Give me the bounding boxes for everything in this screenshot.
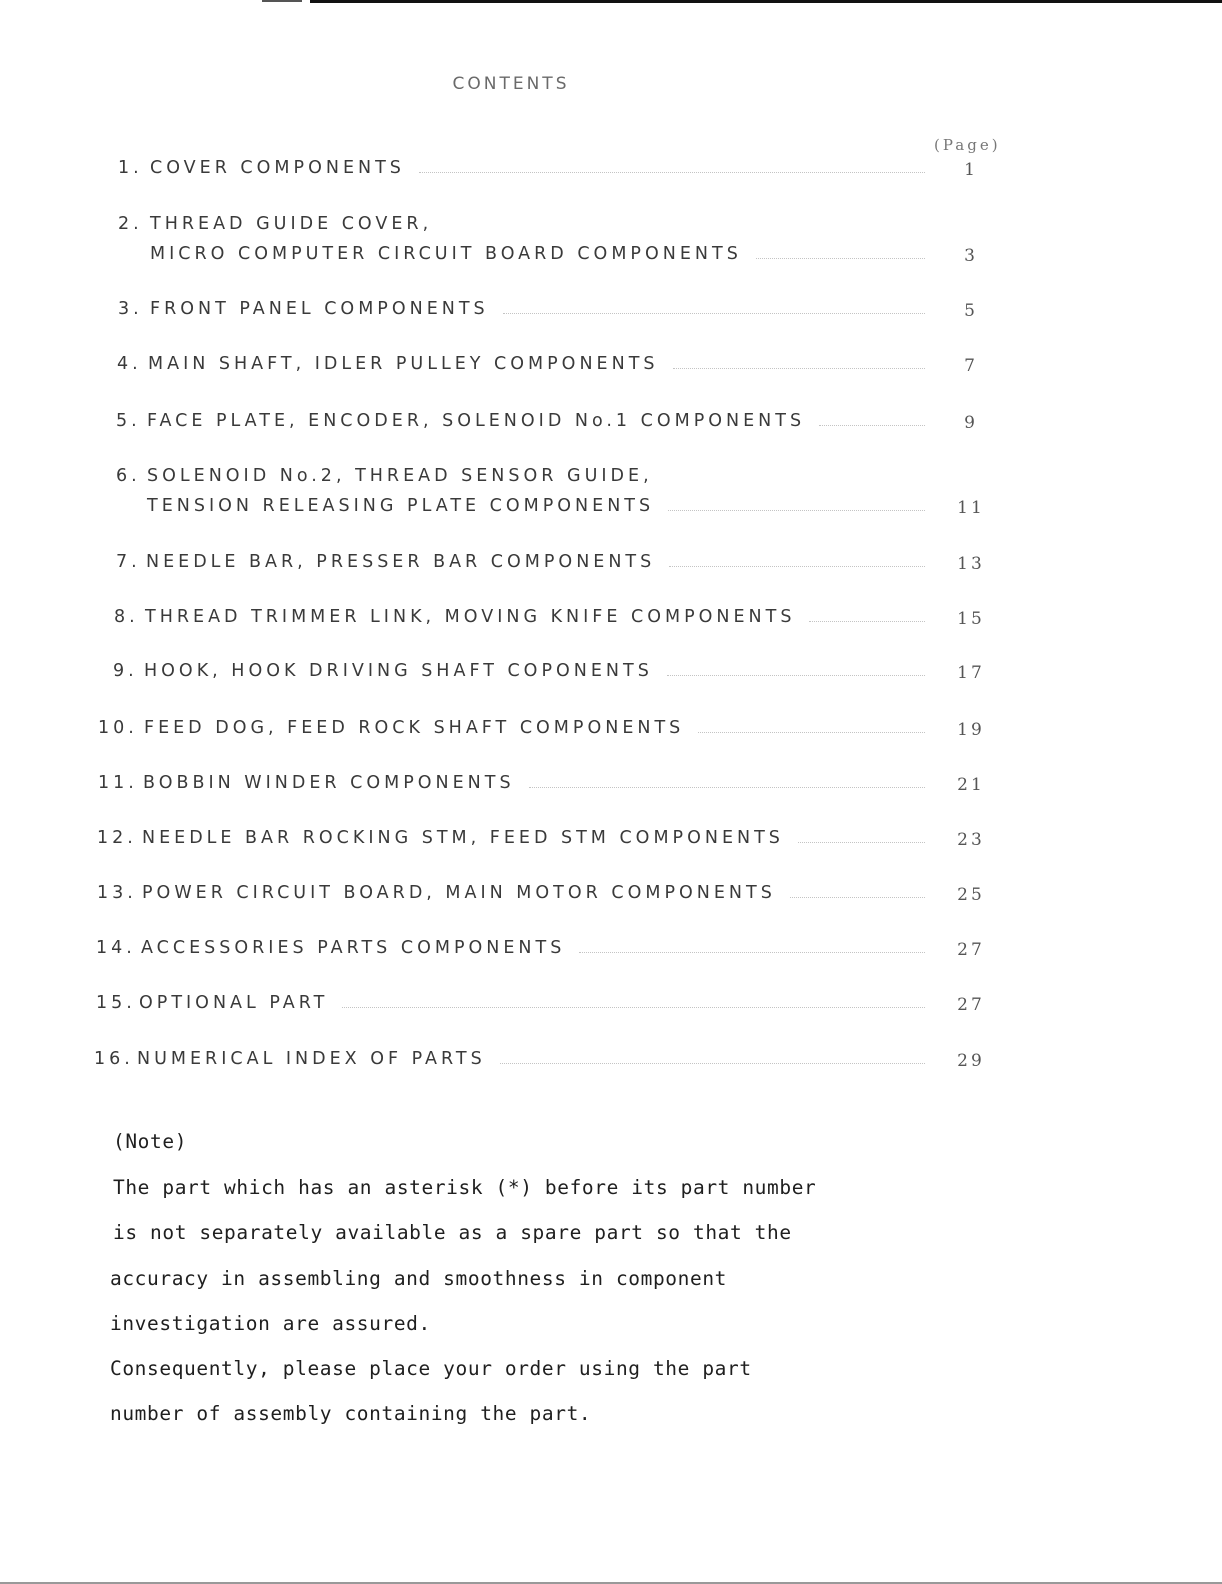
toc-line bbox=[0, 492, 1222, 521]
toc-page-number: 13 bbox=[957, 554, 985, 574]
toc-leader-dots bbox=[698, 732, 925, 733]
toc-line bbox=[0, 210, 1222, 239]
toc-number: 14. bbox=[96, 938, 136, 958]
toc-number: 7. bbox=[116, 552, 141, 572]
toc-line bbox=[0, 407, 1222, 436]
toc-leader-dots bbox=[529, 787, 925, 788]
toc-title: TENSION RELEASING PLATE COMPONENTS bbox=[147, 496, 655, 516]
toc-page-number: 17 bbox=[957, 663, 985, 683]
toc-page-number: 27 bbox=[957, 940, 985, 960]
toc-leader-dots bbox=[500, 1063, 925, 1064]
toc-page-number: 19 bbox=[957, 720, 985, 740]
toc-page-number: 11 bbox=[957, 498, 985, 518]
toc-number: 10. bbox=[98, 718, 138, 738]
toc-leader-dots bbox=[809, 621, 925, 622]
toc-page-number: 7 bbox=[964, 356, 978, 376]
toc-title: ACCESSORIES PARTS COMPONENTS bbox=[141, 938, 566, 958]
note-title: (Note) bbox=[113, 1130, 188, 1153]
toc-title: FRONT PANEL COMPONENTS bbox=[150, 299, 489, 319]
top-edge-rule bbox=[310, 0, 1222, 3]
toc-number: 5. bbox=[116, 411, 141, 431]
toc-line bbox=[0, 295, 1222, 324]
toc-number: 16. bbox=[94, 1049, 134, 1069]
toc-title: HOOK, HOOK DRIVING SHAFT COPONENTS bbox=[144, 661, 653, 681]
toc-line bbox=[0, 714, 1222, 743]
toc-line bbox=[0, 657, 1222, 686]
toc-number: 12. bbox=[97, 828, 137, 848]
toc-leader-dots bbox=[669, 566, 925, 567]
toc-line bbox=[0, 462, 1222, 491]
note-line: investigation are assured. bbox=[110, 1312, 431, 1335]
toc-title: NUMERICAL INDEX OF PARTS bbox=[137, 1049, 486, 1069]
toc-title: POWER CIRCUIT BOARD, MAIN MOTOR COMPONENTS bbox=[142, 883, 776, 903]
toc-number: 1. bbox=[118, 158, 143, 178]
toc-page-number: 1 bbox=[964, 160, 978, 180]
toc-number: 11. bbox=[98, 773, 138, 793]
toc-page-number: 5 bbox=[964, 301, 978, 321]
toc-number: 8. bbox=[114, 607, 139, 627]
toc-line bbox=[0, 350, 1222, 379]
toc-line bbox=[0, 989, 1222, 1018]
note-line: is not separately available as a spare part so that the bbox=[113, 1221, 792, 1244]
toc-page-number: 9 bbox=[964, 413, 978, 433]
top-edge-mark bbox=[262, 0, 302, 2]
toc-leader-dots bbox=[819, 425, 925, 426]
toc-leader-dots bbox=[419, 172, 925, 173]
note-line: The part which has an asterisk (*) before its part number bbox=[113, 1176, 817, 1199]
toc-title: MAIN SHAFT, IDLER PULLEY COMPONENTS bbox=[148, 354, 659, 374]
toc-line bbox=[0, 603, 1222, 632]
toc-number: 4. bbox=[117, 354, 142, 374]
toc-number: 3. bbox=[118, 299, 143, 319]
toc-leader-dots bbox=[667, 675, 925, 676]
toc-title: SOLENOID No.2, THREAD SENSOR GUIDE, bbox=[147, 466, 653, 486]
toc-number: 15. bbox=[96, 993, 136, 1013]
toc-number: 9. bbox=[113, 661, 138, 681]
toc-number: 6. bbox=[116, 466, 141, 486]
toc-title: COVER COMPONENTS bbox=[150, 158, 405, 178]
toc-number: 2. bbox=[118, 214, 143, 234]
page-column-header: (Page) bbox=[934, 136, 1001, 154]
toc-line bbox=[0, 240, 1222, 269]
toc-page-number: 21 bbox=[957, 775, 985, 795]
toc-page-number: 25 bbox=[957, 885, 985, 905]
toc-leader-dots bbox=[503, 313, 925, 314]
note-line: number of assembly containing the part. bbox=[110, 1402, 592, 1425]
toc-line bbox=[0, 1045, 1222, 1074]
toc-leader-dots bbox=[673, 368, 926, 369]
toc-line bbox=[0, 548, 1222, 577]
toc-line bbox=[0, 769, 1222, 798]
note-line: accuracy in assembling and smoothness in component bbox=[110, 1267, 727, 1290]
toc-title: THREAD TRIMMER LINK, MOVING KNIFE COMPONENTS bbox=[145, 607, 796, 627]
toc-leader-dots bbox=[790, 897, 925, 898]
toc-page-number: 15 bbox=[957, 609, 985, 629]
note-line: Consequently, please place your order using the part bbox=[110, 1357, 752, 1380]
toc-page-number: 3 bbox=[964, 246, 978, 266]
toc-title: FACE PLATE, ENCODER, SOLENOID No.1 COMPONENTS bbox=[147, 411, 806, 431]
page-title: CONTENTS bbox=[452, 74, 570, 94]
toc-page-number: 29 bbox=[957, 1051, 985, 1071]
toc-title: BOBBIN WINDER COMPONENTS bbox=[143, 773, 515, 793]
toc-leader-dots bbox=[668, 510, 925, 511]
toc-title: FEED DOG, FEED ROCK SHAFT COMPONENTS bbox=[144, 718, 685, 738]
toc-title: OPTIONAL PART bbox=[139, 993, 329, 1013]
toc-title: MICRO COMPUTER CIRCUIT BOARD COMPONENTS bbox=[150, 244, 742, 264]
toc-title: NEEDLE BAR, PRESSER BAR COMPONENTS bbox=[146, 552, 656, 572]
toc-line bbox=[0, 824, 1222, 853]
toc-leader-dots bbox=[342, 1007, 925, 1008]
toc-page-number: 23 bbox=[957, 830, 985, 850]
toc-leader-dots bbox=[756, 258, 925, 259]
toc-title: THREAD GUIDE COVER, bbox=[150, 214, 433, 234]
toc-page-number: 27 bbox=[957, 995, 985, 1015]
toc-leader-dots bbox=[798, 842, 925, 843]
toc-title: NEEDLE BAR ROCKING STM, FEED STM COMPONENTS bbox=[142, 828, 784, 848]
toc-line bbox=[0, 934, 1222, 963]
toc-leader-dots bbox=[579, 952, 925, 953]
toc-line bbox=[0, 154, 1222, 183]
toc-line bbox=[0, 879, 1222, 908]
toc-number: 13. bbox=[97, 883, 137, 903]
